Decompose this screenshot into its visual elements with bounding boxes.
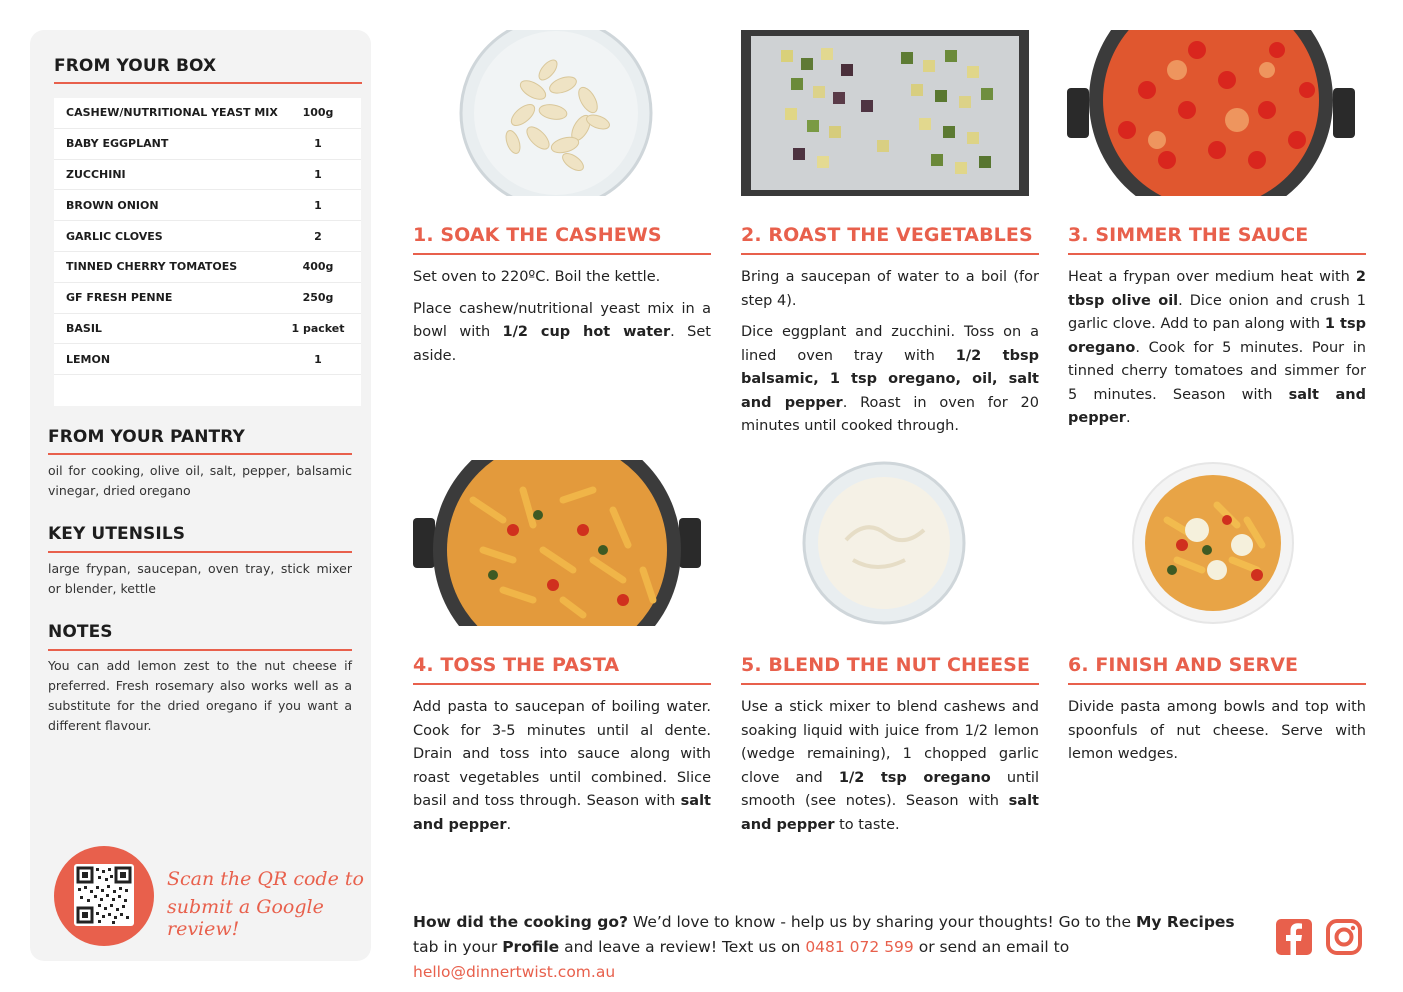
qr-code-icon [74, 864, 134, 926]
ingredient-row [54, 252, 361, 283]
step-2-image [741, 30, 1029, 196]
step-4-para: Add pasta to saucepan of boiling water. Cook for 3-5 minutes until al dente. Drain and toss into sauce along with roast vegetables until combined. Slice basil and toss through. Season with salt and pepper. [413, 699, 711, 833]
step-5-rule [741, 683, 1039, 685]
ingredient-row [54, 129, 361, 160]
ingredient-qty: 250g [302, 291, 334, 305]
utensils-text: large frypan, saucepan, oven tray, stick mixer or blender, kettle [48, 561, 352, 596]
ingredient-row [54, 160, 361, 191]
step-4-image [413, 460, 701, 626]
facebook-icon[interactable] [1275, 918, 1313, 956]
step-4-title: 4. TOSS THE PASTA [413, 654, 620, 676]
step-2-rule [741, 253, 1039, 255]
ingredient-qty: 1 packet [291, 321, 345, 335]
step-6-title: 6. FINISH AND SERVE [1068, 654, 1299, 676]
ingredient-row [54, 190, 361, 221]
notes-rule [48, 649, 352, 651]
ingredient-qty: 400g [302, 260, 334, 274]
step-1-para-1: Set oven to 220ºC. Boil the kettle. [413, 269, 661, 285]
box-title: FROM YOUR BOX [54, 56, 217, 76]
ingredient-row [54, 344, 361, 375]
sidebar-panel [30, 30, 371, 961]
step-3-image [1067, 30, 1355, 196]
ingredient-row [54, 314, 361, 345]
phone-link[interactable]: 0481 072 599 [805, 938, 914, 956]
step-6-text [1068, 696, 1366, 775]
ingredient-qty: 1 [314, 198, 322, 212]
ingredient-name: ZUCCHINI [66, 167, 126, 181]
ingredient-row [54, 283, 361, 314]
footer-question: How did the cooking go? [413, 913, 628, 931]
step-2-para-2: Dice eggplant and zucchini. Toss on a lined oven tray with 1/2 tbsp balsamic, 1 tsp oregano, oil, salt and pepper. Roast in oven for 20 minutes until cooked through. [741, 324, 1040, 434]
qr-caption-line1: Scan the QR code to [167, 868, 364, 890]
step-3-para: Heat a frypan over medium heat with 2 tbsp olive oil. Dice onion and crush 1 garlic clove. Add to pan along with 1 tsp oregano. Cook for 5 minutes. Pour in tinned cherry tomatoes and simmer for 5 minutes. Season with salt and pepper. [1068, 269, 1367, 426]
ingredient-row [54, 221, 361, 252]
step-3-rule [1068, 253, 1366, 255]
step-1-para-2: Place cashew/nutritional yeast mix in a bowl with 1/2 cup hot water. Set aside. [413, 300, 711, 364]
qr-caption-line2: submit a Google review! [167, 896, 324, 940]
notes-text: You can add lemon zest to the nut cheese if preferred. Fresh rosemary also works well as a substitute for the dried oregano if you want a different flavour. [48, 658, 352, 733]
step-1-image [413, 30, 701, 196]
step-2-para-1: Bring a saucepan of water to a boil (for step 4). [741, 269, 1039, 309]
notes-title: NOTES [48, 622, 113, 642]
ingredient-qty: 1 [314, 352, 322, 366]
step-6-para: Divide pasta among bowls and top with spoonfuls of nut cheese. Serve with lemon wedges. [1068, 699, 1366, 762]
email-link[interactable]: hello@dinnertwist.com.au [413, 963, 616, 981]
step-3-title: 3. SIMMER THE SAUCE [1068, 224, 1309, 246]
box-title-rule [54, 82, 362, 84]
footer-message: How did the cooking go? We’d love to know - help us by sharing your thoughts! Go to the My Recipes tab in your Profile and leave a review! Text us on 0481 072 599 or send an email to hello@dinnertwist.com.au [413, 913, 1235, 981]
ingredient-name: BASIL [66, 321, 102, 335]
ingredient-name: LEMON [66, 352, 111, 366]
step-3-text [1068, 266, 1366, 439]
ingredient-name: BROWN ONION [66, 198, 159, 212]
ingredient-name: GF FRESH PENNE [66, 291, 173, 305]
pantry-rule [48, 453, 352, 455]
ingredient-qty: 2 [314, 229, 322, 243]
pantry-text: oil for cooking, olive oil, salt, pepper, balsamic vinegar, dried oregano [48, 463, 352, 498]
utensils-title: KEY UTENSILS [48, 524, 186, 544]
ingredient-row [54, 98, 361, 129]
step-6-rule [1068, 683, 1366, 685]
ingredient-qty: 1 [314, 167, 322, 181]
step-5-text [741, 696, 1039, 845]
step-6-image [1067, 460, 1355, 626]
pantry-title: FROM YOUR PANTRY [48, 427, 245, 447]
ingredients-table [54, 98, 361, 406]
step-4-rule [413, 683, 711, 685]
profile-label: Profile [502, 938, 560, 956]
ingredient-name: CASHEW/NUTRITIONAL YEAST MIX [66, 106, 278, 120]
qr-badge[interactable] [54, 846, 154, 946]
step-2-title: 2. ROAST THE VEGETABLES [741, 224, 1033, 246]
my-recipes-label: My Recipes [1135, 913, 1235, 931]
step-1-text [413, 266, 711, 376]
step-1-title: 1. SOAK THE CASHEWS [413, 224, 662, 246]
step-5-para: Use a stick mixer to blend cashews and soaking liquid with juice from 1/2 lemon (wedge remaining), 1 chopped garlic clove and 1/2 tsp oregano until smooth (see notes). Season with salt and pepper to taste. [741, 699, 1039, 833]
step-5-image [741, 460, 1029, 626]
ingredient-name: BABY EGGPLANT [66, 137, 169, 151]
utensils-rule [48, 551, 352, 553]
step-1-rule [413, 253, 711, 255]
step-2-text [741, 266, 1039, 447]
instagram-icon[interactable] [1325, 918, 1363, 956]
step-4-text [413, 696, 711, 845]
ingredient-qty: 1 [314, 137, 322, 151]
ingredient-name: GARLIC CLOVES [66, 229, 163, 243]
ingredient-qty: 100g [302, 106, 334, 120]
ingredient-name: TINNED CHERRY TOMATOES [66, 260, 238, 274]
step-5-title: 5. BLEND THE NUT CHEESE [741, 654, 1031, 676]
